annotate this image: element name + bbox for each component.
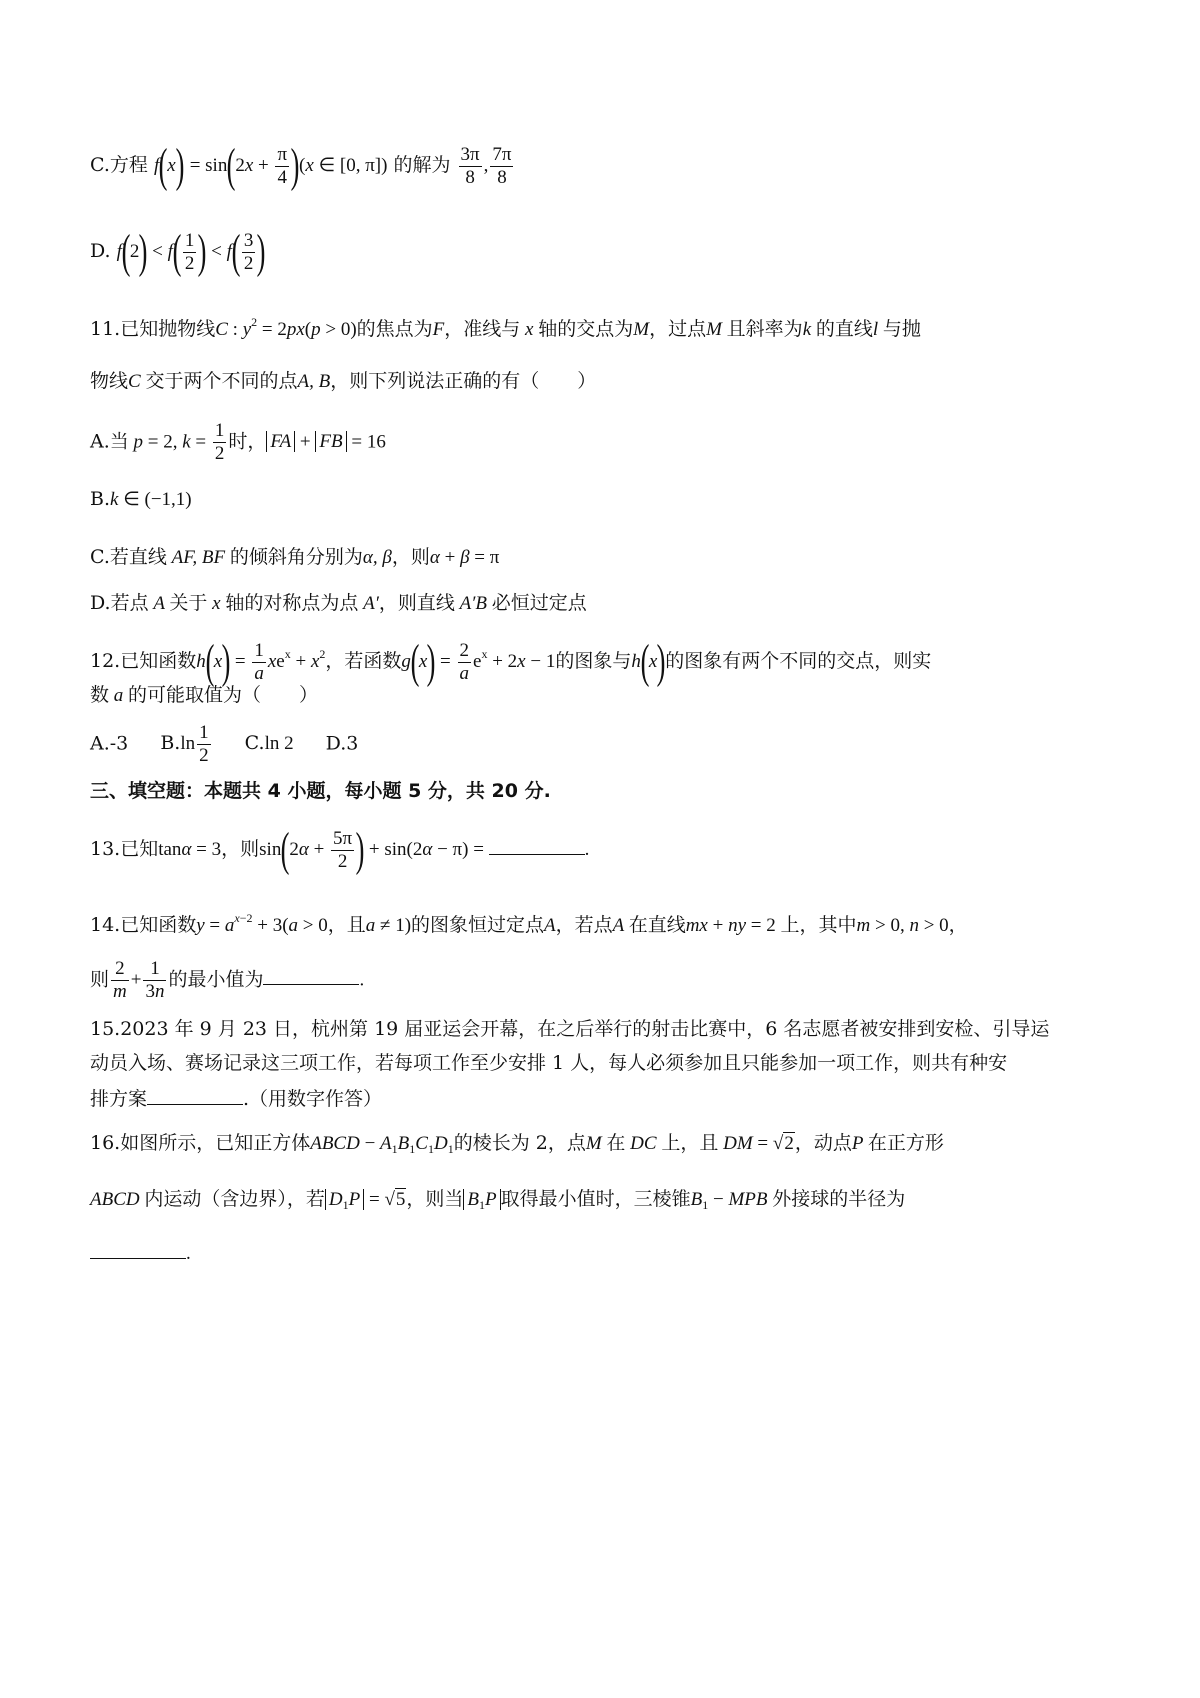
- q12-stem-line2: 数 a 的可能取值为（ ）: [90, 684, 319, 706]
- q12-option-b: B.ln $\frac{1}{2}$: [160, 722, 209, 766]
- q10-option-c: C.方程 f(x) = sin(2x + $\frac{\pi}{4}$ )(x ∈ [0, π]) 的解为 $\frac{3\pi}{8}$ , $\frac{7\pi}{8}$: [90, 139, 512, 192]
- q16-line1: 16.如图所示，已知正方体ABCD − $A_1B_1C_1D_1$的棱长为 2，点M 在 DC 上，且 DM = √2，动点P 在正方形: [90, 1132, 944, 1156]
- q15-line1: 15.2023 年 9 月 23 日，杭州第 19 届亚运会开幕，在之后举行的射击比赛中，6 名志愿者被安排到安检、引导运: [90, 1018, 1050, 1040]
- q11-option-c: C.若直线 AF, BF 的倾斜角分别为α, β，则α + β = π: [90, 546, 500, 568]
- q12-option-c: C.ln 2: [244, 732, 294, 755]
- answer-blank[interactable]: [90, 1242, 186, 1259]
- q11-stem-line1: 11.已知抛物线C : $y^2 = 2px(p > 0)$的焦点为F，准线与 x 轴的交点为M，过点M 且斜率为k 的直线l 与抛: [90, 315, 921, 340]
- q10-option-d: D. f(2) < f( $\frac{1}{2}$ ) < f( $\frac{3}{2}$ ): [90, 225, 266, 278]
- answer-blank[interactable]: [263, 968, 359, 985]
- q16-line2: ABCD 内运动（含边界），若 $D_1P = √5$，则当 $B_1P$ 取得最小值时，三棱锥$B_1$ − MPB 外接球的半径为: [90, 1188, 906, 1212]
- q16-line3: .: [90, 1242, 191, 1263]
- q14-stem-line1: 14.已知函数$y = a^{x-2} + 3(a > 0$，且a ≠ 1)的图象恒过定点A，若点A 在直线mx + ny = 2 上，其中m > 0, n > 0，: [90, 911, 968, 936]
- q11-option-a: A.当 p = 2, k = $\frac{1}{2}$ 时， FA + FB = 16: [90, 420, 386, 464]
- q11-option-b: B.k ∈ (−1,1): [90, 488, 192, 510]
- section-heading: 三、填空题：本题共 4 小题，每小题 5 分，共 20 分.: [90, 780, 551, 802]
- answer-blank[interactable]: [147, 1088, 243, 1105]
- q12-option-a: A.-3: [90, 732, 129, 755]
- q11-stem-line2: 物线C 交于两个不同的点A, B，则下列说法正确的有（ ）: [90, 370, 597, 392]
- answer-blank[interactable]: [489, 838, 585, 855]
- q12-options: [90, 722, 358, 767]
- q15-line2: 动员入场、赛场记录这三项工作，若每项工作至少安排 1 人，每人必须参加且只能参加一项工作，则共有种安: [90, 1052, 1008, 1074]
- q15-line3: 排方案 .（用数字作答）: [90, 1088, 383, 1110]
- q12-stem-line1: 12.已知函数h(x) = $\frac{1}{a}$ $xe^x + x^2$，若函数g(x) = $\frac{2}{a}$ $e^x + 2x - 1$的图象与h(x)的图象有两个不同的交点，则实: [90, 635, 932, 688]
- q14-stem-line2: 则 $\frac{2}{m}$ + $\frac{1}{3n}$ 的最小值为 .: [90, 958, 365, 1002]
- q13: 13.已知tanα = 3，则sin(2α + $\frac{5\pi}{2}$ ) + sin(2α − π) = .: [90, 823, 590, 876]
- q11-option-d: D.若点 A 关于 x 轴的对称点为点 A′，则直线 A′B 必恒过定点: [90, 592, 587, 614]
- q12-option-d: D.3: [325, 732, 359, 755]
